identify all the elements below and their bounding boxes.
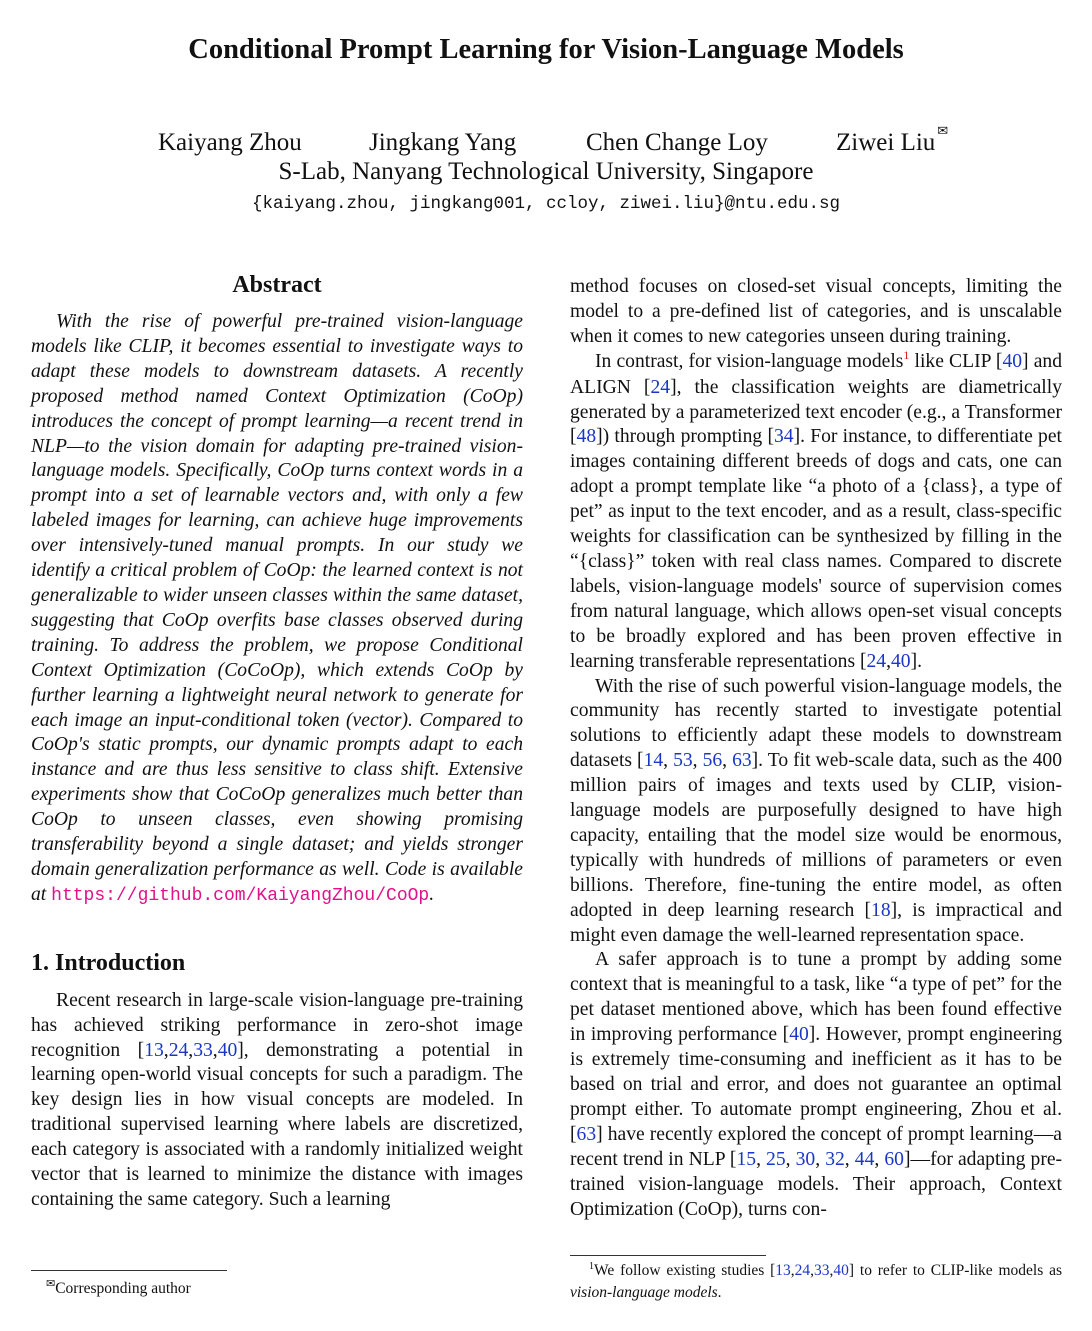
citation-link[interactable]: 40 [789,1024,809,1046]
intro-paragraph: Recent research in large-scale vision-language pre-training has achieved striking performance in zero-shot image recognition [13,24,33,40], demonstrating a potential in learning open-world visual concepts for such a paradigm. The key design lies in how visual concepts are modeled. In traditional supervised learning where labels are discretized, each category is associated with a randomly initialized weight vector that is learned to minimize the distance with images containing the same category. Such a learning [31,989,523,1210]
right-column [570,275,1062,1222]
citation-link[interactable]: 44 [854,1148,875,1170]
author-name: Kaiyang Zhou [158,129,302,156]
footnote-divider [31,1270,227,1271]
footnote-divider [570,1255,766,1256]
citation-link[interactable]: 13 [775,1262,791,1279]
intro-paragraph: A safer approach is to tune a prompt by adding some context that is meaningful to a task, like “a type of pet” for the pet dataset mentioned above, which has been found effective in improving performance [40]. However, prompt engineering is extremely time-consuming and inefficient as it has to be based on trial and error, and does not guarantee an optimal prompt either. To automate prompt engineering, Zhou et al. [63] have recently explored the concept of prompt learning—a recent trend in NLP [15, 25, 30, 32, 44, 60]—for adapting pre-trained vision-language models. Their approach, Context Optimization (CoOp), turns con- [570,949,1063,1220]
affiliation: S-Lab, Nanyang Technological University, Singapore [278,158,814,185]
author-name: Ziwei Liu [836,129,936,156]
paper-title: Conditional Prompt Learning for Vision-Language Models [188,34,904,65]
citation-link[interactable]: 60 [884,1148,904,1170]
citation-link[interactable]: 15 [736,1148,757,1170]
author-name: Chen Change Loy [586,129,768,156]
citation-link[interactable]: 33 [193,1039,213,1061]
abstract-text: With the rise of powerful pre-trained vision-language models like CLIP, it becomes essential to investigate ways to adapt these models to downstream datasets. A recently proposed method named Context Optimization (CoOp) introduces the concept of prompt learning—a recent trend in NLP—to the vision domain for adapting pre-trained vision-language models. Specifically, CoOp turns context words in a prompt into a set of learnable vectors and, with only a few labeled images for learning, can achieve huge improvements over intensively-tuned manual prompts. In our study we identify a critical problem of CoOp: the learned context is not generalizable to wider unseen classes within the same dataset, suggesting that CoOp overfits base classes observed during training. To address the problem, we propose Conditional Context Optimization (CoCoOp), which extends CoOp by further learning a lightweight neural network to generate for each image an input-conditional token (vector). Compared to CoOp's static prompts, our dynamic prompts adapt to each instance and are thus less sensitive to class shift. Extensive experiments show that CoCoOp generalizes much better than CoOp to unseen classes, even showing promising transferability beyond a single dataset; and yields stronger domain generalization performance as well. Code is available at https://github.com/KaiyangZhou/CoOp. [31,311,523,906]
citation-link[interactable]: 32 [825,1148,845,1170]
intro-paragraph: In contrast, for vision-language models$^1$ like CLIP [40] and ALIGN [24], the classification weights are diametrically generated by a parameterized text encoder (e.g., a Transformer [48]) through prompting [34]. For instance, to differentiate pet images containing different breeds of dogs and cats, one can adopt a prompt template like “a photo of a {class}, a type of pet” as input to the text encoder, and as a result, class-specific weights for classification can be synthesized by filling in the “{class}” token with real class names. Compared to discrete labels, vision-language models' source of supervision comes from natural language, which allows open-set visual concepts to be broadly explored and has been proven effective in learning transferable representations [24,40]. [570,347,1062,672]
footnote-number: 1 [589,1261,594,1272]
citation-link[interactable]: 48 [576,426,597,448]
author-emails: {kaiyang.zhou, jingkang001, ccloy, ziwei.liu}@ntu.edu.sg [251,194,841,214]
citation-link[interactable]: 34 [773,426,794,448]
abstract-heading: Abstract [232,272,322,298]
envelope-icon: ✉ [937,123,949,138]
citation-link[interactable]: 18 [871,899,891,921]
citation-link[interactable]: 33 [814,1262,830,1279]
footnote-marker[interactable]: 1 [903,347,910,362]
citation-link[interactable]: 40 [1002,350,1023,372]
citation-link[interactable]: 53 [673,750,693,772]
citation-link[interactable]: 40 [217,1039,238,1061]
envelope-icon: ✉ [46,1278,56,1290]
citation-link[interactable]: 24 [650,376,671,398]
intro-paragraph: method focuses on closed-set visual concepts, limiting the model to a pre-defined list of categories, and is unscalable when it comes to new categories unseen during training. [570,276,1062,347]
citation-link[interactable]: 63 [576,1123,597,1145]
citation-link[interactable]: 24 [168,1039,189,1061]
author-name: Jingkang Yang [369,129,517,156]
author-list [0,123,1092,158]
citation-link[interactable]: 30 [795,1148,816,1170]
intro-paragraph: With the rise of such powerful vision-language models, the community has recently started to investigate potential solutions to efficiently adapt these models to downstream datasets [14, 53, 56, 63]. To fit web-scale data, such as the 400 million pairs of images and texts used by CLIP, vision-language models are purposefully designed to have high capacity, entailing that the model size would be enormous, typically with hundreds of millions of parameters or even billions. Therefore, fine-tuning the entire model, as often adopted in deep learning research [18], is impractical and might even damage the well-learned representation space. [570,675,1063,946]
citation-link[interactable]: 40 [891,650,911,672]
left-column [31,270,523,1213]
footnote-1: $^1$We follow existing studies [13,24,33,40] to refer to CLIP-like models as vision-language models. [570,1261,1062,1301]
citation-link[interactable]: 40 [833,1262,849,1279]
footnote-corresponding: ✉Corresponding author [46,1278,191,1297]
citation-link[interactable]: 25 [766,1148,786,1170]
citation-link[interactable]: 56 [702,750,723,772]
section-heading: 1. Introduction [31,949,186,976]
code-url-link[interactable]: https://github.com/KaiyangZhou/CoOp [51,885,430,906]
citation-link[interactable]: 14 [643,750,664,772]
citation-link[interactable]: 24 [866,650,887,672]
citation-link[interactable]: 13 [144,1039,164,1061]
citation-link[interactable]: 63 [732,750,752,772]
citation-link[interactable]: 24 [794,1262,811,1279]
